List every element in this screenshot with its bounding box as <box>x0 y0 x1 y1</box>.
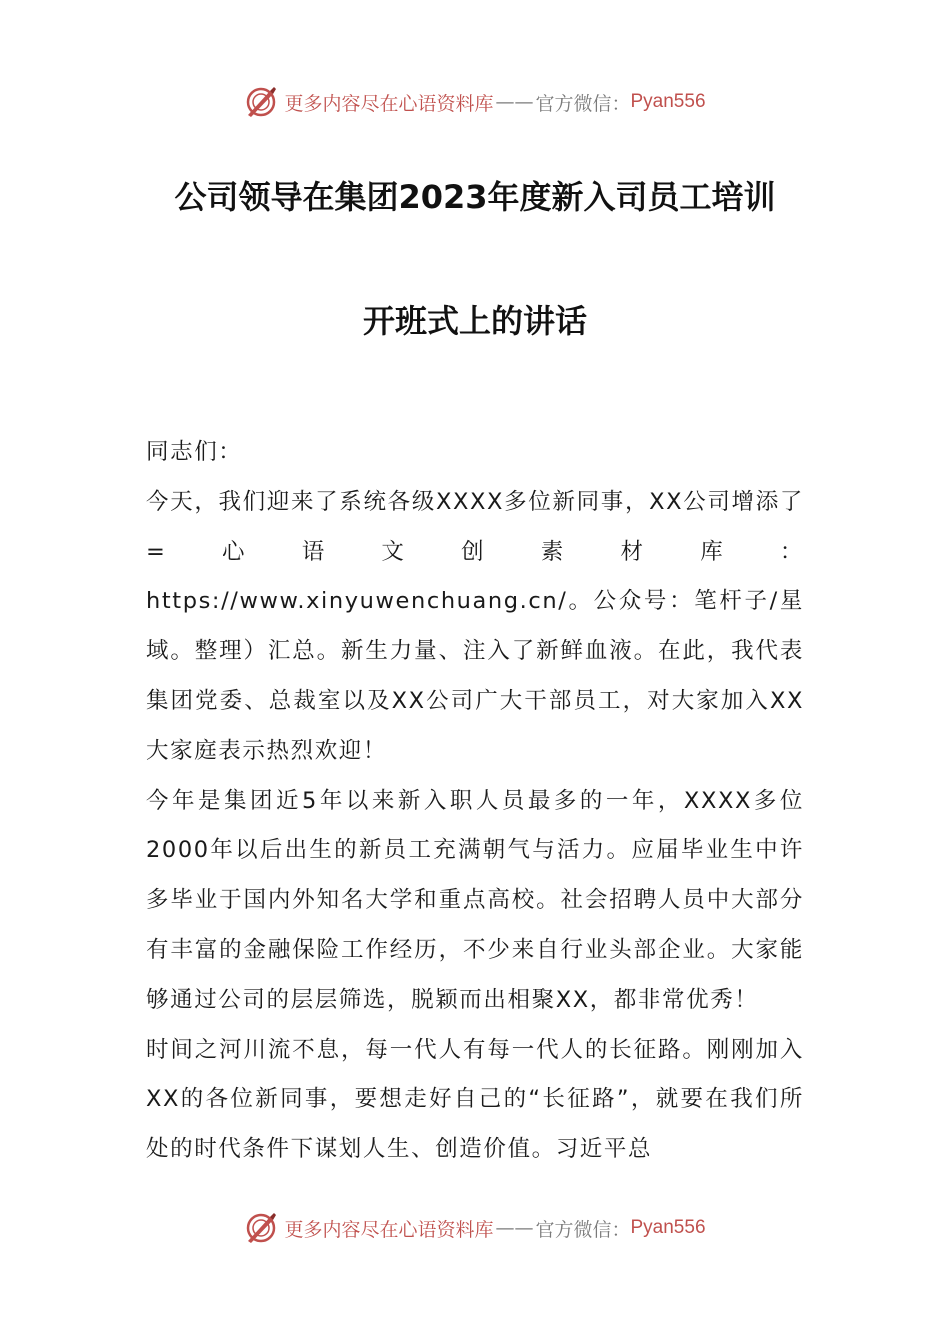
paragraph: 今年是集团近5年以来新入职人员最多的一年，XXXX多位2000年以后出生的新员工充满朝气与活力。应届毕业生中许多毕业于国内外知名大学和重点高校。社会招聘人员中大部分有丰富的金融保险工作经历，不少来自行业头部企业。大家能够通过公司的层层筛选，脱颖而出相聚XX，都非常优秀！ <box>146 787 804 1013</box>
banner-wechat-id: Pyan556 <box>630 91 706 112</box>
banner-separator: —— <box>495 91 534 113</box>
banner-text: 更多内容尽在心语资料库 <box>284 92 494 115</box>
paragraph: 今天，我们迎来了系统各级XXXX多位新同事，XX公司增添了=心语文创素材库：https://www.xinyuwenchuang.cn/。公众号：笔杆子/星域。整理）汇总。新生力量、注入了新鲜血液。在此，我代表集团党委、总裁室以及XX公司广大干部员工，对大家加入XX大家庭表示热烈欢迎！ <box>146 488 804 764</box>
paragraph: 时间之河川流不息，每一代人有每一代人的长征路。刚刚加入XX的各位新同事，要想走好自己的“长征路”，就要在我们所处的时代条件下谋划人生、创造价值。习近平总 <box>146 1036 804 1163</box>
header-watermark-banner <box>0 82 950 122</box>
paragraph-salutation: 同志们： <box>146 439 243 465</box>
pen-circle-logo-icon <box>244 1211 278 1245</box>
document-body <box>146 428 804 1175</box>
pen-circle-logo-icon <box>244 85 278 119</box>
banner-separator: —— <box>495 1217 534 1239</box>
banner-wechat-id: Pyan556 <box>630 1217 706 1238</box>
document-title-line2: 开班式上的讲话 <box>362 302 587 340</box>
banner-official-label: 官方微信： <box>535 1218 631 1241</box>
banner-text: 更多内容尽在心语资料库 <box>284 1218 494 1241</box>
footer-watermark-banner <box>0 1208 950 1248</box>
document-title-line1: 公司领导在集团2023年度新入司员工培训 <box>174 178 776 216</box>
banner-official-label: 官方微信： <box>535 92 631 115</box>
